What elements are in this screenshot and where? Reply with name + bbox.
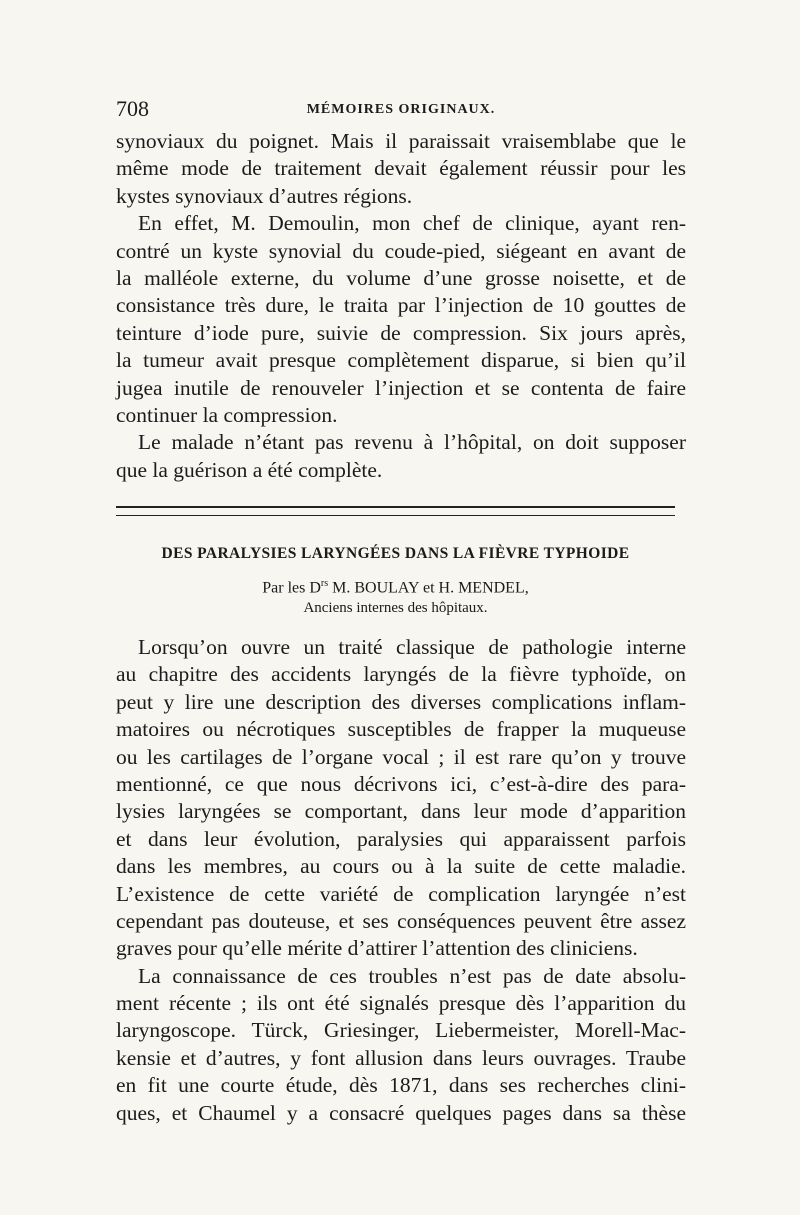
text-line: matoires ou nécrotiques susceptibles de frapper la muqueuse (116, 717, 686, 742)
paragraph (116, 128, 686, 210)
text-line: synoviaux du poignet. Mais il paraissait vraisemblabe que le (116, 129, 686, 153)
paragraph (116, 634, 686, 963)
section-divider-thin (116, 515, 675, 516)
text-line: jugea inutile de renouveler l’injection et se contenta de faire (116, 375, 686, 400)
text-line: dans les membres, au cours ou à la suite de cette maladie. (116, 854, 686, 879)
article-body (116, 634, 686, 1127)
text-line: kystes synoviaux d’autres régions. (116, 183, 413, 208)
section-divider-thick (116, 506, 675, 508)
byline-prefix: Par les D (262, 579, 321, 597)
paragraph (116, 210, 686, 429)
text-line: L’existence de cette variété de complication laryngée n’est (116, 881, 686, 906)
text-line: En effet, M. Demoulin, mon chef de clinique, ayant ren- (138, 211, 686, 236)
text-line: ques, et Chaumel y a consacré quelques pages dans sa thèse (116, 1100, 686, 1125)
text-line: consistance très dure, le traita par l’injection de 10 gouttes de (116, 293, 686, 318)
text-line: ou les cartilages de l’organe vocal ; il est rare qu’on y trouve (116, 744, 686, 769)
text-line: laryngoscope. Türck, Griesinger, Liebermeister, Morell-Mac- (116, 1018, 686, 1043)
article-title: DES PARALYSIES LARYNGÉES DANS LA FIÈVRE TYPHOIDE (161, 545, 630, 562)
text-line: et dans leur évolution, paralysies qui apparaissent parfois (116, 826, 686, 851)
text-line: teinture d’iode pure, suivie de compression. Six jours après, (116, 320, 686, 345)
text-line: ment récente ; ils ont été signalés presque dès l’apparition du (116, 991, 686, 1016)
article-byline (116, 578, 675, 597)
text-line: continuer la compression. (116, 402, 338, 427)
text-line: la malléole externe, du volume d’une grosse noisette, et de (116, 265, 686, 290)
text-line: même mode de traitement devait également réussir pour les (116, 156, 686, 181)
previous-article-text (116, 128, 686, 484)
text-line: Le malade n’étant pas revenu à l’hôpital, on doit supposer (138, 430, 686, 455)
text-line: La connaissance de ces troubles n’est pas de date absolu- (138, 963, 686, 988)
paragraph (116, 429, 686, 484)
text-line: la tumeur avait presque complètement disparue, si bien qu’il (116, 348, 686, 373)
text-line: mentionné, ce que nous décrivons ici, c’est-à-dire des para- (116, 771, 686, 796)
text-line: lysies laryngées se comportant, dans leur mode d’apparition (116, 799, 686, 824)
page-number: 708 (116, 96, 149, 121)
text-line: au chapitre des accidents laryngés de la fièvre typhoïde, on (116, 662, 686, 687)
text-line: kensie et d’autres, y font allusion dans leurs ouvrages. Traube (116, 1045, 686, 1070)
text-line: graves pour qu’elle mérite d’attirer l’attention des cliniciens. (116, 936, 638, 961)
byline-names: M. BOULAY et H. MENDEL, (328, 579, 529, 597)
text-line: en fit une courte étude, dès 1871, dans ses recherches clini- (116, 1073, 686, 1098)
text-line: contré un kyste synovial du coude-pied, siégeant en avant de (116, 238, 686, 263)
paragraph (116, 963, 686, 1127)
text-line: Lorsqu’on ouvre un traité classique de pathologie interne (138, 635, 686, 659)
running-title: MÉMOIRES ORIGINAUX. (306, 102, 496, 117)
page-header (116, 96, 686, 120)
author-affiliation: Anciens internes des hôpitaux. (303, 600, 488, 616)
byline-superscript: rs (320, 578, 329, 589)
text-line: que la guérison a été complète. (116, 457, 383, 482)
text-line: peut y lire une description des diverses complications inflam- (116, 689, 686, 714)
text-line: cependant pas douteuse, et ses conséquences peuvent être assez (116, 908, 686, 933)
